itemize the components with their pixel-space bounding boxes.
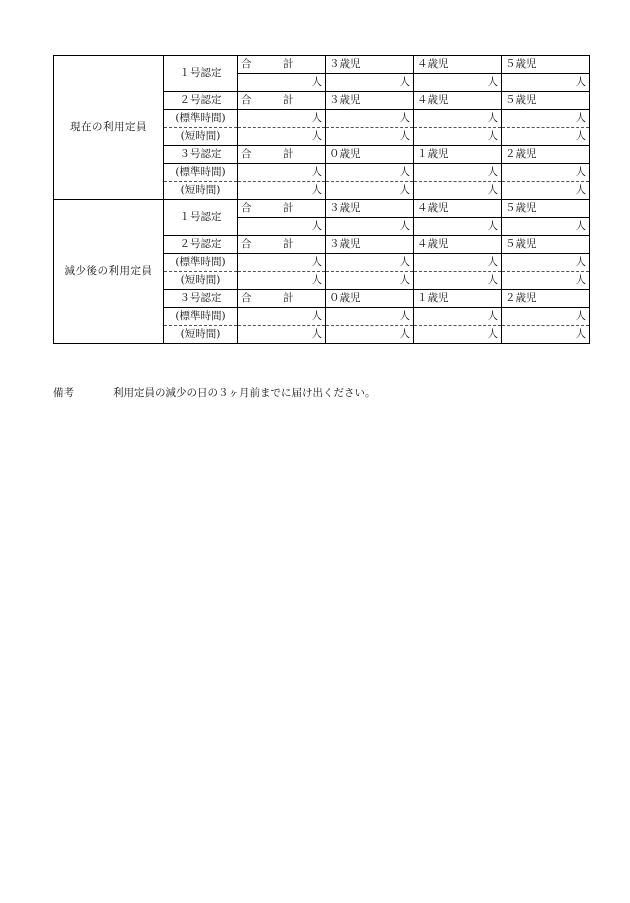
count-field[interactable]: 人 [502, 128, 590, 146]
total-header: 合 計 [238, 56, 326, 74]
certification-label: ３号認定 [164, 146, 238, 164]
age-header: ２歳児 [502, 146, 590, 164]
count-field[interactable]: 人 [414, 254, 502, 272]
count-field[interactable]: 人 [502, 74, 590, 92]
remarks [53, 385, 376, 400]
age-header: ５歳児 [502, 92, 590, 110]
certification-label: ２号認定 [164, 92, 238, 110]
count-field[interactable]: 人 [238, 308, 326, 326]
count-field[interactable]: 人 [238, 254, 326, 272]
section-label: 現在の利用定員 [54, 56, 164, 200]
certification-label: ２号認定 [164, 236, 238, 254]
count-field[interactable]: 人 [238, 272, 326, 290]
total-header: 合 計 [238, 290, 326, 308]
total-header: 合 計 [238, 146, 326, 164]
count-field[interactable]: 人 [502, 326, 590, 344]
age-header: ２歳児 [502, 290, 590, 308]
count-field[interactable]: 人 [238, 326, 326, 344]
age-header: ４歳児 [414, 56, 502, 74]
count-field[interactable]: 人 [238, 164, 326, 182]
count-field[interactable]: 人 [326, 182, 414, 200]
time-category-label: (標準時間) [164, 164, 238, 182]
count-field[interactable]: 人 [502, 308, 590, 326]
group-header-row [54, 56, 590, 74]
count-field[interactable]: 人 [414, 308, 502, 326]
count-field[interactable]: 人 [326, 218, 414, 236]
count-field[interactable]: 人 [414, 326, 502, 344]
count-field[interactable]: 人 [326, 74, 414, 92]
age-header: ４歳児 [414, 92, 502, 110]
time-category-label: (標準時間) [164, 110, 238, 128]
count-field[interactable]: 人 [238, 218, 326, 236]
total-header: 合 計 [238, 200, 326, 218]
remarks-text: 利用定員の減少の日の３ヶ月前までに届け出ください。 [113, 387, 376, 399]
time-category-label: (標準時間) [164, 308, 238, 326]
certification-label: １号認定 [164, 200, 238, 236]
count-field[interactable]: 人 [502, 182, 590, 200]
count-field[interactable]: 人 [414, 218, 502, 236]
count-field[interactable]: 人 [502, 218, 590, 236]
count-field[interactable]: 人 [326, 308, 414, 326]
count-field[interactable]: 人 [326, 128, 414, 146]
age-header: ３歳児 [326, 56, 414, 74]
count-field[interactable]: 人 [502, 254, 590, 272]
age-header: ５歳児 [502, 200, 590, 218]
count-field[interactable]: 人 [326, 164, 414, 182]
time-category-label: (標準時間) [164, 254, 238, 272]
count-field[interactable]: 人 [414, 128, 502, 146]
time-category-label: (短時間) [164, 272, 238, 290]
count-field[interactable]: 人 [414, 164, 502, 182]
count-field[interactable]: 人 [414, 110, 502, 128]
count-field[interactable]: 人 [414, 182, 502, 200]
count-field[interactable]: 人 [326, 326, 414, 344]
age-header: ０歳児 [326, 290, 414, 308]
age-header: ３歳児 [326, 236, 414, 254]
count-field[interactable]: 人 [502, 164, 590, 182]
age-header: ５歳児 [502, 236, 590, 254]
age-header: ４歳児 [414, 200, 502, 218]
count-field[interactable]: 人 [414, 74, 502, 92]
age-header: ０歳児 [326, 146, 414, 164]
age-header: ４歳児 [414, 236, 502, 254]
certification-label: １号認定 [164, 56, 238, 92]
count-field[interactable]: 人 [238, 110, 326, 128]
count-field[interactable]: 人 [326, 272, 414, 290]
count-field[interactable]: 人 [502, 272, 590, 290]
age-header: １歳児 [414, 146, 502, 164]
count-field[interactable]: 人 [414, 272, 502, 290]
capacity-table [53, 55, 590, 344]
age-header: １歳児 [414, 290, 502, 308]
count-field[interactable]: 人 [238, 182, 326, 200]
certification-label: ３号認定 [164, 290, 238, 308]
time-category-label: (短時間) [164, 128, 238, 146]
remarks-label: 備考 [53, 387, 74, 399]
age-header: ３歳児 [326, 92, 414, 110]
time-category-label: (短時間) [164, 182, 238, 200]
total-header: 合 計 [238, 236, 326, 254]
time-category-label: (短時間) [164, 326, 238, 344]
count-field[interactable]: 人 [238, 128, 326, 146]
capacity-table-body [54, 56, 590, 344]
group-header-row [54, 200, 590, 218]
count-field[interactable]: 人 [238, 74, 326, 92]
count-field[interactable]: 人 [326, 254, 414, 272]
total-header: 合 計 [238, 92, 326, 110]
section-label: 減少後の利用定員 [54, 200, 164, 344]
age-header: ３歳児 [326, 200, 414, 218]
age-header: ５歳児 [502, 56, 590, 74]
count-field[interactable]: 人 [326, 110, 414, 128]
count-field[interactable]: 人 [502, 110, 590, 128]
